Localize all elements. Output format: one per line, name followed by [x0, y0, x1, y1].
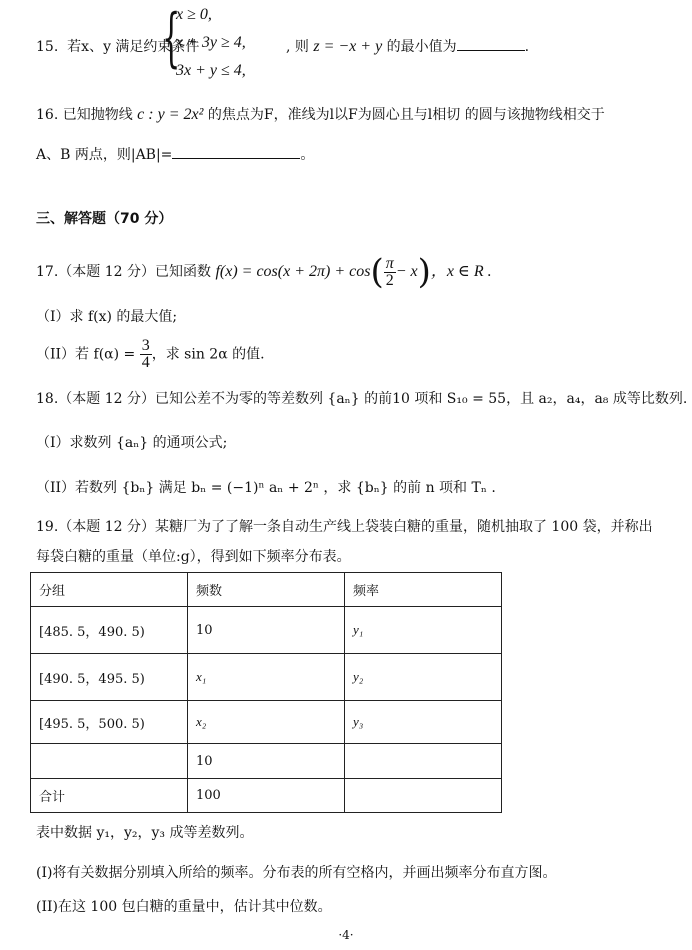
- table-cell: y₂: [345, 654, 502, 701]
- table-row: [31, 607, 502, 654]
- table-row: [31, 701, 502, 744]
- constraint-1: x ≥ 0,: [176, 6, 212, 23]
- table-cell: [345, 779, 502, 813]
- table-header: 频数: [188, 573, 345, 607]
- page-number: ·4·: [338, 928, 354, 942]
- q15-lead: 15. 若x、y 满足约束条件: [36, 39, 200, 55]
- q17-part2: （II）若 f(α) = $\frac{3}{4}$ ，求 sin 2α 的值.: [36, 337, 265, 371]
- q16-line1: 16. 已知抛物线 c : y = 2x² 的焦点为F，准线为l以F为圆心且与l相切 的圆与该抛物线相交于: [36, 106, 605, 123]
- q17-fraction: $\frac{\pi}{2}$: [385, 254, 394, 289]
- answer-blank-15[interactable]: [457, 36, 525, 51]
- q19-part1: (I)将有关数据分别填入所给的频率。分布表的所有空格内，并画出频率分布直方图。: [36, 865, 557, 881]
- table-cell: 10: [188, 744, 345, 779]
- q18-line: 18.（本题 12 分）已知公差不为零的等差数列 {aₙ} 的前10 项和 S₁₀ = 55，且 a₂，a₄，a₈ 成等比数列.: [36, 391, 688, 407]
- q17-line: 17.（本题 12 分）已知函数 f(x) = cos(x + 2π) + cos( $\frac{\pi}{2}$ − x)，x ∈ R .: [36, 252, 492, 292]
- constraint-2: x + 3y ≥ 4,: [176, 34, 246, 51]
- table-header-row: [31, 573, 502, 607]
- q18-part2: （II）若数列 {bₙ} 满足 bₙ = (−1)ⁿ aₙ + 2ⁿ ，求 {bₙ} 的前 n 项和 Tₙ .: [36, 480, 496, 496]
- table-cell: x₂: [188, 701, 345, 744]
- constraint-brace: {: [162, 1, 181, 75]
- q18-part1: （I）求数列 {aₙ} 的通项公式;: [36, 435, 228, 451]
- table-header: 频率: [345, 573, 502, 607]
- q16-line2: A、B 两点，则|AB|= 。: [36, 144, 680, 164]
- table-cell: 合计: [31, 779, 188, 813]
- table-row: [31, 744, 502, 779]
- constraint-3: 3x + y ≤ 4,: [176, 62, 246, 79]
- answer-blank-16[interactable]: [172, 144, 300, 159]
- q19-line1: 19.（本题 12 分）某糖厂为了了解一条自动生产线上袋装白糖的重量，随机抽取了 100 袋，并称出: [36, 519, 653, 535]
- table-row: [31, 779, 502, 813]
- table-cell: x₁: [188, 654, 345, 701]
- table-cell: 100: [188, 779, 345, 813]
- q17-part1: （I）求 f(x) 的最大值;: [36, 309, 178, 325]
- table-cell: y₃: [345, 701, 502, 744]
- frequency-table: [30, 572, 502, 813]
- q15-objective-line: , 则 z = −x + y 的最小值为 .: [286, 38, 530, 55]
- section-heading: 三、解答题（70 分）: [36, 211, 173, 227]
- q19-line2: 每袋白糖的重量（单位:g），得到如下频率分布表。: [36, 549, 351, 565]
- table-cell: [31, 744, 188, 779]
- table-cell: 10: [188, 607, 345, 654]
- q19-note: 表中数据 y₁，y₂，y₃ 成等差数列。: [36, 825, 254, 841]
- table-cell: [495. 5，500. 5): [31, 701, 188, 744]
- table-header: 分组: [31, 573, 188, 607]
- table-cell: y₁: [345, 607, 502, 654]
- table-cell: [490. 5，495. 5): [31, 654, 188, 701]
- table-row: [31, 654, 502, 701]
- q19-part2: (II)在这 100 包白糖的重量中，估计其中位数。: [36, 899, 332, 915]
- q17-part2-fraction: $\frac{3}{4}$: [141, 337, 150, 371]
- table-cell: [345, 744, 502, 779]
- table-cell: [485. 5，490. 5): [31, 607, 188, 654]
